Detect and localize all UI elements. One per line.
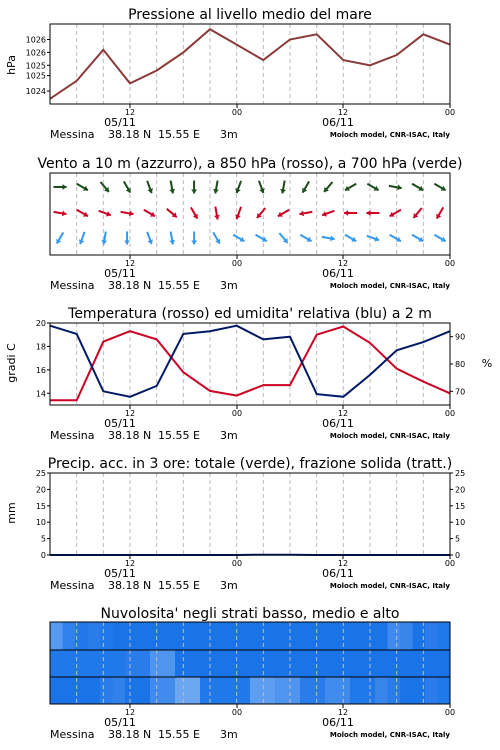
cloud-cell-alto (50, 622, 63, 650)
wind-title: Vento a 10 m (azzurro), a 850 hPa (rosso), a 700 hPa (verde) (37, 156, 463, 172)
wind-arrow-700 (434, 184, 445, 191)
cloud-cell-alto (213, 622, 226, 650)
cloud-cell-alto (300, 622, 313, 650)
cloud-cell-basso (225, 677, 238, 704)
wind-arrow-10m (279, 233, 287, 243)
time-tick-label: 12 (124, 259, 136, 268)
y-tick-label: 5 (455, 534, 461, 544)
cloud-cells (50, 622, 451, 704)
cloud-cell-medio (88, 650, 101, 677)
wind-arrows (54, 181, 446, 245)
y-tick-label: 80 (455, 360, 466, 369)
cloud-cell-basso (300, 677, 313, 704)
time-tick-label: 00 (444, 559, 456, 568)
cloud-cell-medio (213, 650, 226, 677)
cloud-cell-basso (175, 677, 188, 704)
wind-arrow-700 (54, 184, 67, 190)
cloud-cell-basso (163, 677, 176, 704)
time-tick-label: 12 (337, 409, 349, 418)
cloud-cell-alto (200, 622, 213, 650)
model-credit: Moloch model, CNR-ISAC, Italy (329, 432, 450, 440)
location-elev: 3m (220, 279, 238, 292)
cloud-cell-basso (288, 677, 301, 704)
time-tick-label: 12 (337, 708, 349, 717)
cloud-cell-alto (363, 622, 376, 650)
cloud-cell-alto (138, 622, 151, 650)
cloud-cell-basso (350, 677, 363, 704)
wind-arrow-700 (412, 184, 423, 191)
cloud-cell-basso (138, 677, 151, 704)
cloud-cell-medio (300, 650, 313, 677)
time-tick-label: 12 (337, 559, 349, 568)
wind-arrow-850 (344, 210, 357, 216)
precip-time-axis (50, 555, 455, 592)
cloud-cell-basso (113, 677, 126, 704)
cloud-cell-medio (350, 650, 363, 677)
cloud-cell-basso (425, 677, 438, 704)
cloud-cell-medio (138, 650, 151, 677)
wind-arrow-700 (147, 181, 153, 193)
location-lat: 38.18 N (108, 279, 152, 292)
date-label: 05/11 (104, 267, 136, 280)
model-credit: Moloch model, CNR-ISAC, Italy (329, 731, 450, 739)
cloud-cell-basso (238, 677, 251, 704)
wind-arrow-10m (322, 236, 335, 242)
wind-arrow-850 (77, 210, 88, 217)
cloud-cell-medio (238, 650, 251, 677)
cloud-cell-alto (88, 622, 101, 650)
model-credit: Moloch model, CNR-ISAC, Italy (329, 582, 450, 590)
y-tick-label: 18 (35, 342, 46, 352)
cloud-cell-alto (263, 622, 276, 650)
location-name: Messina (50, 728, 95, 741)
cloud-cell-alto (163, 622, 176, 650)
time-tick-label: 00 (231, 708, 243, 717)
cloud-cell-alto (338, 622, 351, 650)
wind-arrow-10m (213, 232, 220, 243)
cloud-cell-medio (125, 650, 138, 677)
cloud-cell-medio (425, 650, 438, 677)
wind-arrow-700 (169, 181, 175, 194)
pressure-time-axis (50, 104, 455, 141)
wind-arrow-850 (436, 207, 443, 218)
pressure-yticks (26, 35, 50, 96)
model-credit: Moloch model, CNR-ISAC, Italy (329, 131, 450, 139)
wind-arrow-850 (99, 211, 111, 217)
cloud-cell-alto (113, 622, 126, 650)
temp-ylabel: gradi C (5, 343, 18, 383)
date-label: 06/11 (322, 417, 354, 430)
wind-arrow-10m (147, 232, 153, 244)
location-lon: 15.55 E (158, 128, 200, 141)
location-lat: 38.18 N (108, 429, 152, 442)
location-name: Messina (50, 579, 95, 592)
wind-arrow-700 (389, 185, 402, 191)
wind-arrow-10m (169, 232, 175, 245)
cloud-cell-basso (438, 677, 451, 704)
wind-arrow-850 (54, 211, 67, 217)
pressure-title: Pressione al livello medio del mare (128, 7, 372, 23)
wind-arrow-head (366, 210, 370, 216)
location-lon: 15.55 E (158, 728, 200, 741)
cloud-cell-medio (375, 650, 388, 677)
time-tick-label: 12 (337, 108, 349, 117)
date-label: 05/11 (104, 116, 136, 129)
precip-frame (50, 473, 450, 555)
location-elev: 3m (220, 579, 238, 592)
cloud-title: Nuvolosita' negli strati basso, medio e alto (100, 606, 400, 622)
cloud-cell-medio (175, 650, 188, 677)
y-tick-label: 1026 (25, 48, 46, 58)
y-tick-label: 0 (40, 551, 46, 560)
wind-time-axis (50, 255, 455, 292)
time-tick-label: 00 (231, 409, 243, 418)
cloud-cell-medio (113, 650, 126, 677)
wind-arrow-850 (235, 207, 241, 219)
precip-panel (5, 456, 465, 592)
time-tick-label: 00 (444, 708, 456, 717)
wind-arrow-700 (213, 181, 219, 194)
wind-arrow-700 (324, 182, 332, 192)
wind-arrow-10m (191, 232, 197, 245)
cloud-cell-alto (388, 622, 401, 650)
pressure-line (50, 29, 450, 99)
cloud-cell-medio (288, 650, 301, 677)
wind-arrow-850 (322, 211, 334, 217)
wind-arrow-850 (278, 210, 289, 217)
temp-grid (77, 323, 424, 405)
y-tick-label: 1024 (25, 87, 46, 97)
y-tick-label: 25 (455, 469, 466, 478)
cloud-cell-basso (400, 677, 413, 704)
cloud-cell-basso (88, 677, 101, 704)
y-tick-label: 70 (455, 387, 466, 397)
cloud-cell-medio (388, 650, 401, 677)
time-tick-label: 12 (124, 409, 136, 418)
date-label: 05/11 (104, 716, 136, 729)
time-tick-label: 00 (231, 559, 243, 568)
precip-title: Precip. acc. in 3 ore: totale (verde), frazione solida (tratt.) (47, 456, 453, 472)
wind-arrow-10m (300, 235, 311, 242)
cloud-cell-basso (313, 677, 326, 704)
cloud-cell-medio (363, 650, 376, 677)
cloud-cell-alto (438, 622, 451, 650)
location-elev: 3m (220, 728, 238, 741)
cloud-cell-basso (188, 677, 201, 704)
time-tick-label: 00 (444, 409, 456, 418)
y-tick-label: 20 (35, 319, 46, 328)
cloud-cell-alto (100, 622, 113, 650)
wind-arrow-850 (121, 211, 134, 217)
temp-yticks (36, 319, 50, 398)
y-tick-label: 20 (455, 485, 466, 495)
cloud-cell-alto (175, 622, 188, 650)
temperature-line (50, 327, 450, 401)
wind-arrow-850 (413, 208, 421, 218)
location-lon: 15.55 E (158, 579, 200, 592)
cloud-cell-medio (200, 650, 213, 677)
temp-panel (5, 306, 492, 442)
wind-arrow-head (344, 210, 348, 216)
y-tick-label: 25 (35, 469, 46, 478)
cloud-cell-medio (163, 650, 176, 677)
wind-arrow-850 (299, 211, 312, 217)
wind-arrow-850 (214, 207, 220, 220)
wind-arrow-850 (390, 210, 401, 217)
precip-yticks-right (450, 469, 465, 560)
precip-yticks-left (36, 469, 50, 560)
cloud-cell-alto (313, 622, 326, 650)
humidity-ylabel: % (481, 357, 493, 370)
cloud-cell-basso (125, 677, 138, 704)
wind-arrow-850 (144, 210, 155, 217)
cloud-cell-basso (363, 677, 376, 704)
wind-arrow-10m (434, 235, 445, 242)
humidity-yticks (450, 333, 465, 397)
cloud-cell-medio (263, 650, 276, 677)
cloud-cell-medio (188, 650, 201, 677)
time-tick-label: 00 (231, 259, 243, 268)
cloud-cell-alto (350, 622, 363, 650)
y-tick-label: 10 (455, 518, 466, 528)
wind-arrow-10m (390, 235, 401, 242)
wind-arrow-10m (101, 232, 107, 245)
cloud-cell-alto (275, 622, 288, 650)
cloud-cell-alto (400, 622, 413, 650)
y-tick-label: 1025 (25, 71, 46, 81)
cloud-cell-basso (338, 677, 351, 704)
y-tick-label: 20 (35, 485, 46, 495)
cloud-cell-medio (63, 650, 76, 677)
time-tick-label: 00 (444, 108, 456, 117)
wind-arrow-10m (79, 232, 85, 244)
cloud-cell-alto (375, 622, 388, 650)
cloud-cell-basso (63, 677, 76, 704)
y-tick-label: 15 (35, 501, 46, 511)
cloud-cell-medio (275, 650, 288, 677)
time-tick-label: 00 (231, 108, 243, 117)
wind-arrow-head (191, 190, 197, 194)
wind-arrow-850 (366, 210, 379, 216)
time-tick-label: 12 (337, 259, 349, 268)
wind-arrow-10m (233, 235, 244, 242)
cloud-cell-alto (125, 622, 138, 650)
cloud-cell-basso (325, 677, 338, 704)
cloud-cell-medio (50, 650, 63, 677)
cloud-cell-basso (275, 677, 288, 704)
wind-arrow-10m (367, 236, 379, 242)
wind-arrow-10m (124, 232, 130, 245)
wind-arrow-850 (257, 208, 265, 218)
cloud-cell-alto (425, 622, 438, 650)
time-tick-label: 00 (444, 259, 456, 268)
y-tick-label: 16 (35, 365, 46, 375)
wind-arrow-10m (412, 235, 423, 242)
cloud-cell-medio (338, 650, 351, 677)
y-tick-label: 5 (40, 534, 46, 544)
location-lat: 38.18 N (108, 728, 152, 741)
pressure-panel (5, 7, 455, 141)
date-label: 06/11 (322, 567, 354, 580)
date-label: 06/11 (322, 116, 354, 129)
cloud-cell-medio (400, 650, 413, 677)
wind-arrow-700 (280, 181, 286, 194)
wind-arrow-850 (191, 207, 198, 218)
cloud-cell-basso (263, 677, 276, 704)
y-tick-label: 14 (35, 389, 46, 399)
cloud-cell-basso (213, 677, 226, 704)
cloud-cell-medio (313, 650, 326, 677)
wind-arrow-head (124, 241, 130, 245)
time-tick-label: 12 (124, 559, 136, 568)
wind-arrow-700 (259, 181, 265, 193)
cloud-cell-basso (250, 677, 263, 704)
date-label: 06/11 (322, 267, 354, 280)
cloud-cell-alto (188, 622, 201, 650)
cloud-panel (50, 606, 455, 741)
precip-grid (77, 473, 424, 555)
temp-title: Temperatura (rosso) ed umidita' relativa (blu) a 2 m (68, 306, 432, 322)
wind-arrow-head (63, 184, 67, 190)
cloud-cell-alto (225, 622, 238, 650)
wind-arrow-head (191, 241, 197, 245)
cloud-cell-basso (375, 677, 388, 704)
location-name: Messina (50, 429, 95, 442)
date-label: 05/11 (104, 567, 136, 580)
cloud-cell-basso (100, 677, 113, 704)
wind-arrow-10m (256, 235, 267, 242)
wind-arrow-700 (345, 184, 356, 191)
wind-arrow-700 (235, 181, 241, 193)
wind-arrow-10m (345, 235, 356, 242)
cloud-cell-alto (63, 622, 76, 650)
wind-arrow-10m (56, 232, 63, 243)
pressure-ylabel: hPa (5, 55, 18, 75)
wind-arrow-700 (101, 182, 109, 192)
precip-ylabel: mm (5, 502, 18, 524)
temp-time-axis (50, 405, 455, 442)
time-tick-label: 12 (124, 108, 136, 117)
location-lon: 15.55 E (158, 279, 200, 292)
pressure-frame (50, 24, 450, 104)
y-tick-label: 1026 (25, 35, 46, 45)
wind-arrow-700 (367, 184, 378, 191)
cloud-cell-basso (50, 677, 63, 704)
y-tick-label: 1025 (25, 61, 46, 71)
cloud-cell-basso (388, 677, 401, 704)
location-name: Messina (50, 279, 95, 292)
wind-arrow-700 (191, 181, 197, 194)
cloud-time-axis (50, 704, 455, 741)
date-label: 05/11 (104, 417, 136, 430)
cloud-cell-alto (325, 622, 338, 650)
location-lat: 38.18 N (108, 128, 152, 141)
cloud-cell-alto (288, 622, 301, 650)
location-lon: 15.55 E (158, 429, 200, 442)
cloud-cell-alto (238, 622, 251, 650)
cloud-cell-basso (200, 677, 213, 704)
cloud-cell-medio (100, 650, 113, 677)
y-tick-label: 10 (35, 518, 46, 528)
location-name: Messina (50, 128, 95, 141)
y-tick-label: 90 (455, 332, 466, 342)
location-elev: 3m (220, 429, 238, 442)
time-tick-label: 12 (124, 708, 136, 717)
wind-arrow-850 (167, 209, 177, 217)
cloud-cell-medio (250, 650, 263, 677)
y-tick-label: 15 (455, 501, 466, 511)
cloud-cell-medio (438, 650, 451, 677)
cloud-cell-medio (225, 650, 238, 677)
cloud-cell-medio (325, 650, 338, 677)
location-elev: 3m (220, 128, 238, 141)
date-label: 06/11 (322, 716, 354, 729)
wind-panel (37, 156, 462, 292)
wind-arrow-700 (302, 181, 309, 192)
y-tick-label: 0 (455, 551, 461, 560)
wind-arrow-700 (77, 184, 88, 191)
model-credit: Moloch model, CNR-ISAC, Italy (329, 282, 450, 290)
cloud-cell-alto (250, 622, 263, 650)
location-lat: 38.18 N (108, 579, 152, 592)
